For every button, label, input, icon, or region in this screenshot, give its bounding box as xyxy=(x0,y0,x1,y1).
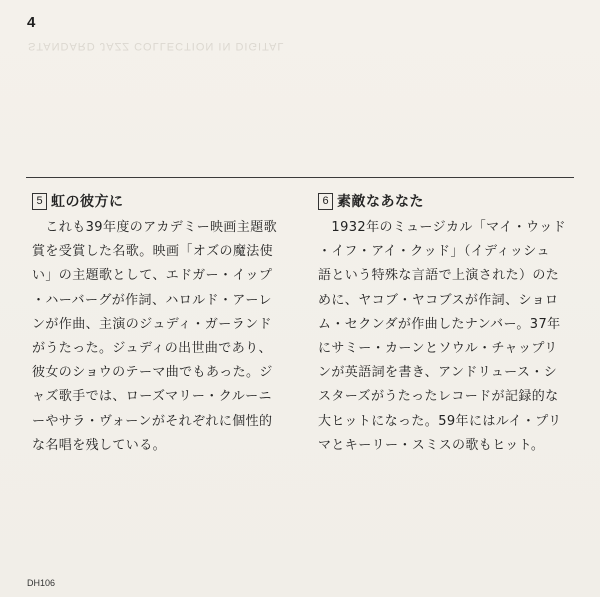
text-line: 1932年のミュージカル「マイ・ウッド xyxy=(318,220,567,235)
catalog-number: DH106 xyxy=(27,578,56,588)
bleed-through-header: STANDARD JAZZ COLLECTION IN DIGITAL xyxy=(28,40,285,52)
text-line: 大ヒットになった。59年にはルイ・プリ xyxy=(318,413,562,429)
track-number-box: 5 xyxy=(32,193,47,210)
song-heading xyxy=(32,190,278,212)
text-line: にサミー・カーンとソウル・チャップリ xyxy=(318,341,558,357)
section-divider xyxy=(26,177,574,178)
text-line: ・イフ・アイ・クッド」（イディッシュ xyxy=(318,244,550,260)
song-heading xyxy=(318,190,564,212)
song-section-5 xyxy=(32,190,278,458)
text-line: い」の主題歌として、エドガー・イップ xyxy=(32,268,273,284)
song-description xyxy=(32,216,278,458)
track-number-box: 6 xyxy=(318,193,333,210)
text-line: ンが英語詞を書き、アンドリュース・シ xyxy=(318,365,558,381)
song-description xyxy=(318,216,567,458)
text-line: めに、ヤコブ・ヤコブスが作詞、ショロ xyxy=(318,292,559,308)
text-line: これも39年度のアカデミー映画主題歌 xyxy=(32,220,278,235)
text-line: ンが作曲、主演のジュディ・ガーランド xyxy=(32,316,272,332)
text-line: な名唱を残している。 xyxy=(32,437,167,453)
text-line: がうたった。ジュディの出世曲であり、 xyxy=(32,341,272,357)
text-line: ーやサラ・ヴォーンがそれぞれに個性的 xyxy=(32,413,273,429)
song-title: 虹の彼方に xyxy=(51,194,124,210)
text-line: ム・セクンダが作曲したナンバー。37年 xyxy=(318,316,561,332)
song-title: 素敵なあなた xyxy=(337,194,424,210)
text-line: ・ハーバーグが作詞、ハロルド・アーレ xyxy=(32,292,272,308)
text-line: マとキーリー・スミスの歌もヒット。 xyxy=(318,437,545,453)
text-line: 彼女のショウのテーマ曲でもあった。ジ xyxy=(32,365,273,381)
text-line: 賞を受賞した名歌。映画「オズの魔法使 xyxy=(32,244,274,260)
text-line: 語という特殊な言語で上演された）のた xyxy=(318,268,560,284)
text-line: スターズがうたったレコードが記録的な xyxy=(318,389,559,405)
page-number: 4 xyxy=(27,14,36,31)
song-section-6 xyxy=(318,190,567,458)
text-line: ャズ歌手では、ローズマリー・クルーニ xyxy=(32,389,272,405)
